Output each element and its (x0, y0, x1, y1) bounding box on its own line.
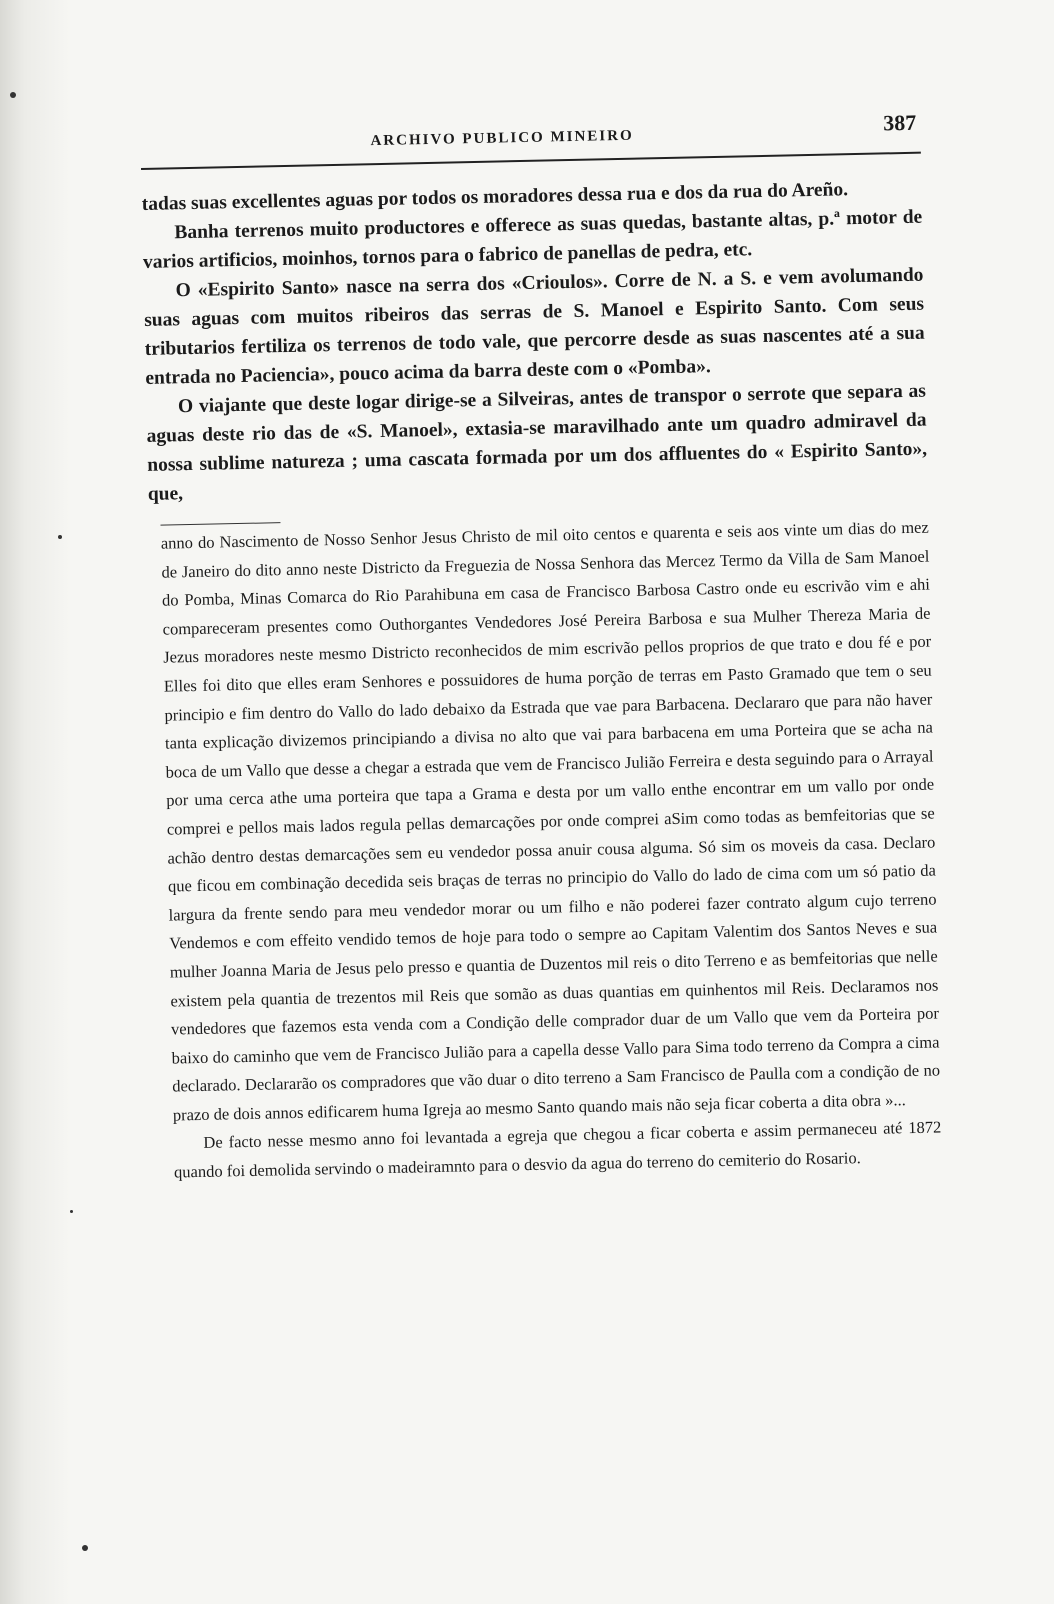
book-page (140, 104, 948, 1450)
scan-speck (82, 1545, 88, 1551)
footnote-paragraph: De facto nesse mesmo anno foi levantada a egreja que chegou a ficar coberta e assim permaneceu até 1872 quando foi demolida servindo o madeiramnto para o desvio da agua do terreno do cemiterio do Rosario. (173, 1117, 942, 1182)
scan-speck (10, 92, 16, 98)
body-paragraph: tadas suas excellentes aguas por todos os moradores dessa rua e dos da rua do Areño. (141, 179, 849, 215)
scan-speck (70, 1210, 73, 1213)
body-paragraph: Banha terrenos muito productores e offerece as suas quedas, bastante altas, p.ª motor de varios artificios, moinhos, tornos para o fabrico de panellas de pedra, etc. (142, 206, 923, 273)
body-paragraph: O viajante que deste logar dirige-se a Silveiras, antes de transpor o serrote que separa as aguas deste rio das de «S. Manoel», extasia-se maravilhado ante um quadro admiravel da nossa sublime natureza ; uma cascata formada por um dos affluentes do « Espirito Santo», que, (146, 380, 928, 505)
body-paragraph: O «Espirito Santo» nasce na serra dos «Crioulos». Corre de N. a S. e vem avolumando suas aguas com muitos ribeiros das serras de S. Manoel e Espirito Santo. Com seus tributarios fertiliza os terrenos de todo vale, que percorre desde as suas nascentes até a sua entrada no Paciencia», pouco acima da barra deste com o «Pomba». (143, 264, 925, 389)
footnote-divider (160, 522, 280, 526)
page-number: 387 (882, 109, 917, 136)
scan-shadow-edge (0, 0, 70, 1604)
scan-speck (58, 535, 62, 539)
running-header (140, 104, 921, 170)
footnote-block (161, 514, 943, 1188)
main-text (141, 174, 928, 509)
footnote-paragraph: anno do Nascimento de Nosso Senhor Jesus Christo de mil oito centos e quarenta e seis aos vinte um dias do mez de Janeiro do dito anno neste Districto da Freguezia de Nossa Senhora das Mercez Termo da Villa de Sam Manoel do Pomba, Minas Comarca do Rio Parahibuna em casa de Francisco Barbosa Castro onde eu escrivão vim e ahi compareceram presentes como Outhorgantes Vendedores José Pereira Barbosa e sua Mulher Thereza Maria de Jezus moradores neste mesmo Districto reconhecidos de mim escrivão pellos proprios de que trato e dou fé e por Elles foi dito que elles eram Senhores e possuidores de huma porção de terras em Pasto Gramado que tem o seu principio e fim dentro do Vallo do lado debaixo da Estrada que vae para Barbacena. Declararo que para não haver tanta explicação divizemos principiando a divisa no alto que vai para barbacena em uma Porteira que se acha na boca de um Vallo que desse a chegar a estrada que vem de Francisco Julião Ferreira e desta seguindo para o Arrayal por uma cerca athe uma porteira que tapa a Grama e desta por um vallo enthe encontrar em um vallo por onde comprei e pellos mais lados regula pellas demarcações por onde comprei aSim como todas as bemfeitorias que se achão dentro destas demarcações sem eu vendedor possa anuir cousa alguma. Só sim os moveis da casa. Declaro que ficou em combinação decedida seis braças de terras no principio do Vallo do lado de cima com um só patio da largura da frente sendo para meu vendedor morar ou um filho e não poderei fazer contrato algum cujo terreno Vendemos e com effeito vendido temos de hoje para todo o sempre ao Capitam Valentim dos Santos Neves e sua mulher Joanna Maria de Jesus pelo presso e quantia de Duzentos mil reis o dito Terreno e as bemfeitorias que nelle existem pela quantia de trezentos mil Reis que somão as duas quantias em quinhentos mil Reis. Declaramos nos vendedores que fazemos esta venda com a Condição delle comprador duar de um Vallo que vem da Porteira por baixo do caminho que vem de Francisco Julião para a capella desse Vallo para Sima todo terreno da Compra a cima declarado. Declararão os compradores que vão duar o dito terreno a Sam Francisco de Paulla com a condição de no prazo de dois annos edificarem huma Igreja ao mesmo Santo quando mais não seja ficar coberta a dita obra »... (160, 517, 941, 1125)
running-title: ARCHIVO PUBLICO MINEIRO (370, 127, 634, 150)
